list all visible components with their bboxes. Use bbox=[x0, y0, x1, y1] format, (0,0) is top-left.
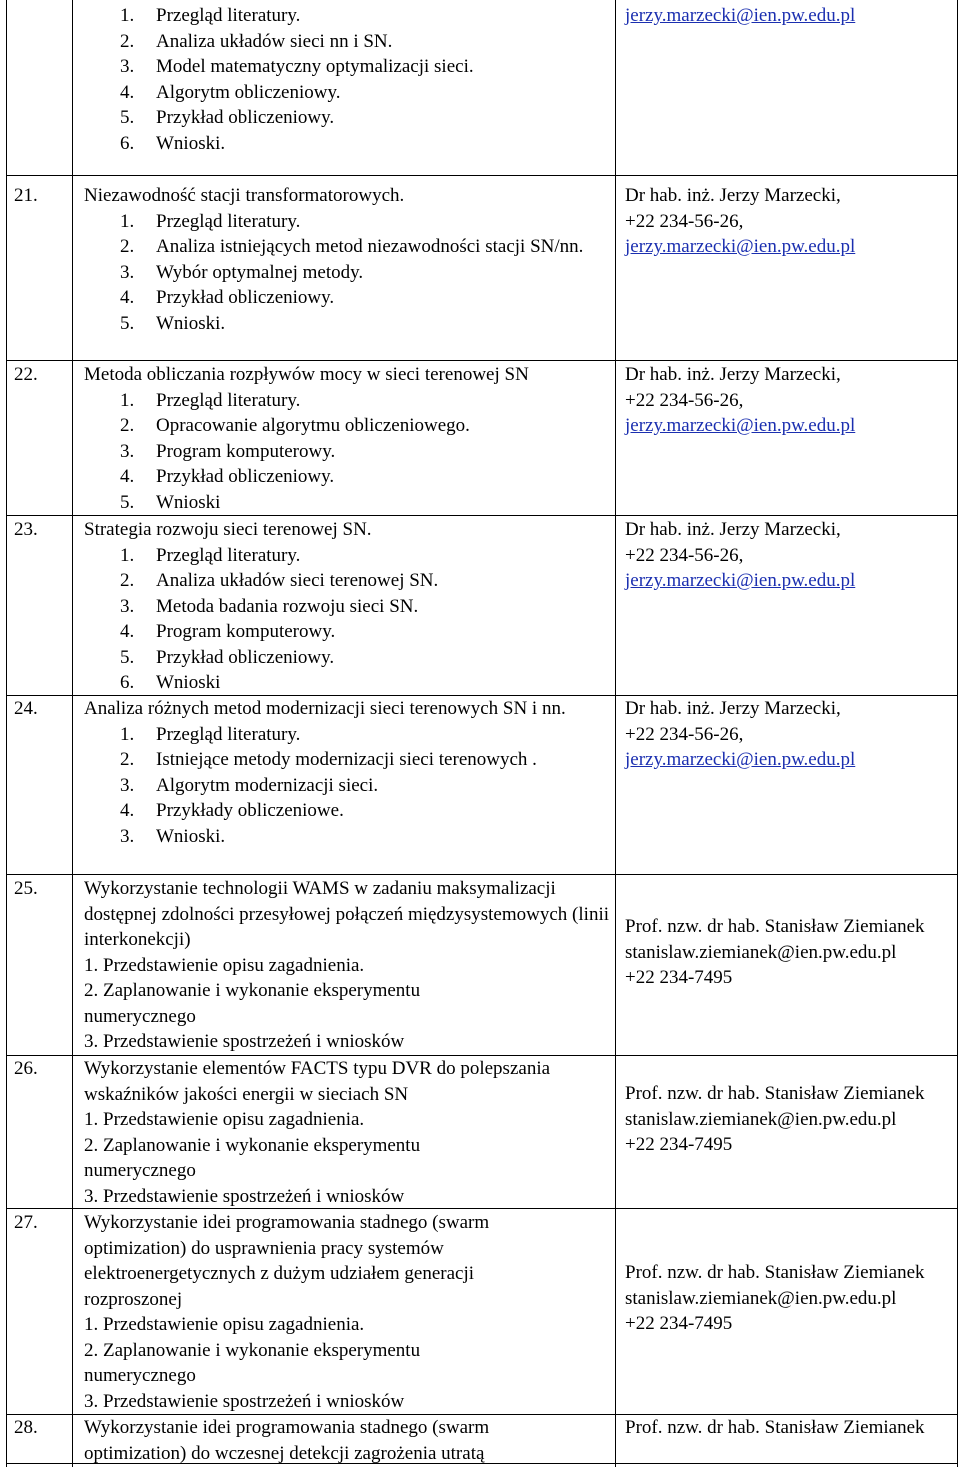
list-item: 2. Istniejące metody modernizacji sieci terenowych . bbox=[120, 749, 537, 770]
row-divider bbox=[6, 515, 958, 516]
list-item: 4. Przykłady obliczeniowe. bbox=[120, 800, 344, 821]
supervisor-cell bbox=[625, 696, 955, 773]
topic-cell bbox=[84, 517, 612, 696]
supervisor-email-link[interactable]: jerzy.marzecki@ien.pw.edu.pl bbox=[625, 415, 856, 436]
supervisor-email: stanislaw.ziemianek@ien.pw.edu.pl bbox=[625, 941, 897, 963]
supervisor-cell bbox=[625, 1260, 925, 1337]
topic-title: Wykorzystanie elementów FACTS typu DVR do polepszania wskaźników jakości energii w sieciach SN bbox=[84, 1058, 551, 1105]
supervisor-email-link[interactable]: jerzy.marzecki@ien.pw.edu.pl bbox=[625, 749, 856, 770]
list-item: 3. Wnioski. bbox=[120, 825, 226, 847]
topic-cell bbox=[84, 876, 612, 1055]
topic-number: 27. bbox=[14, 1212, 38, 1233]
list-item: 6. Wnioski. bbox=[120, 132, 226, 154]
topic-title: Wykorzystanie idei programowania stadnego (swarm optimization) do usprawnienia pracy systemów elektroenergetycznych z dużym udziałem generacji rozproszonej bbox=[84, 1212, 490, 1310]
supervisor-name: Prof. nzw. dr hab. Stanisław Ziemianek bbox=[625, 1262, 925, 1283]
topic-cell bbox=[84, 1210, 574, 1414]
topic-cell bbox=[84, 3, 612, 156]
supervisor-email-link[interactable]: jerzy.marzecki@ien.pw.edu.pl bbox=[625, 5, 856, 26]
supervisor-phone: +22 234-56-26, bbox=[625, 544, 744, 566]
topic-cell bbox=[84, 696, 612, 849]
topic-number: 21. bbox=[14, 185, 38, 206]
list-item: 6. Wnioski bbox=[120, 672, 221, 693]
row-divider bbox=[6, 175, 958, 176]
list-item: 1. Przegląd literatury. bbox=[120, 544, 301, 566]
supervisor-phone: +22 234-56-26, bbox=[625, 723, 744, 745]
list-item: 5. Przykład obliczeniowy. bbox=[120, 107, 335, 128]
list-item: 3. Algorytm modernizacji sieci. bbox=[120, 774, 379, 796]
list-item: 2. Analiza układów sieci nn i SN. bbox=[120, 30, 393, 52]
list-item: 2. Opracowanie algorytmu obliczeniowego. bbox=[120, 415, 470, 436]
supervisor-cell bbox=[625, 517, 955, 594]
supervisor-cell bbox=[625, 914, 925, 991]
list-item: 4. Algorytm obliczeniowy. bbox=[120, 81, 341, 103]
topic-title: Analiza różnych metod modernizacji sieci terenowych SN i nn. bbox=[84, 698, 566, 719]
supervisor-name: Dr hab. inż. Jerzy Marzecki, bbox=[625, 185, 841, 206]
list-item: 1. Przegląd literatury. bbox=[120, 389, 301, 411]
list-item: 2. Analiza istniejących metod niezawodności stacji SN/nn. bbox=[120, 236, 584, 257]
topic-number: 23. bbox=[14, 519, 38, 540]
list-item: 3. Program komputerowy. bbox=[120, 440, 336, 462]
supervisor-email: stanislaw.ziemianek@ien.pw.edu.pl bbox=[625, 1108, 897, 1130]
list-item: 3. Przedstawienie spostrzeżeń i wniosków bbox=[84, 1185, 405, 1207]
list-item: 2. Analiza układów sieci terenowej SN. bbox=[120, 570, 439, 591]
supervisor-name: Dr hab. inż. Jerzy Marzecki, bbox=[625, 364, 841, 385]
topic-number: 25. bbox=[14, 878, 38, 899]
topic-number: 28. bbox=[14, 1417, 38, 1438]
list-item: 2. Zaplanowanie i wykonanie eksperymentu numerycznego bbox=[84, 1134, 421, 1181]
topic-cell bbox=[84, 183, 612, 336]
list-item: 4. Przykład obliczeniowy. bbox=[120, 466, 335, 487]
list-item: 1. Przegląd literatury. bbox=[120, 723, 301, 745]
supervisor-phone: +22 234-56-26, bbox=[625, 210, 744, 232]
topic-title: Wykorzystanie technologii WAMS w zadaniu maksymalizacji dostępnej zdolności przesyłowej połączeń międzysystemowych (linii interkonekcji) bbox=[84, 878, 609, 950]
list-item: 1. Przedstawienie opisu zagadnienia. bbox=[84, 1109, 365, 1130]
list-item: 3. Metoda badania rozwoju sieci SN. bbox=[120, 595, 419, 617]
topic-title: Niezawodność stacji transformatorowych. bbox=[84, 185, 405, 206]
supervisor-phone: +22 234-7495 bbox=[625, 1134, 733, 1155]
supervisor-phone: +22 234-56-26, bbox=[625, 389, 744, 411]
topic-cell bbox=[84, 1415, 574, 1466]
supervisor-name: Prof. nzw. dr hab. Stanisław Ziemianek bbox=[625, 1417, 925, 1438]
list-item: 2. Zaplanowanie i wykonanie eksperymentu numerycznego bbox=[84, 980, 421, 1027]
row-divider bbox=[6, 874, 958, 875]
supervisor-email: stanislaw.ziemianek@ien.pw.edu.pl bbox=[625, 1287, 897, 1309]
list-item: 2. Zaplanowanie i wykonanie eksperymentu numerycznego bbox=[84, 1339, 421, 1386]
topic-title: Metoda obliczania rozpływów mocy w sieci terenowej SN bbox=[84, 364, 529, 385]
list-item: 3. Model matematyczny optymalizacji sieci. bbox=[120, 56, 474, 77]
list-item: 5. Wnioski bbox=[120, 491, 221, 513]
supervisor-phone: +22 234-7495 bbox=[625, 1313, 733, 1334]
supervisor-name: Dr hab. inż. Jerzy Marzecki, bbox=[625, 519, 841, 540]
list-item: 1. Przegląd literatury. bbox=[120, 210, 301, 232]
supervisor-email-link[interactable]: jerzy.marzecki@ien.pw.edu.pl bbox=[625, 570, 856, 591]
topic-cell bbox=[84, 362, 612, 515]
table-border-left bbox=[6, 0, 7, 1467]
list-item: 3. Przedstawienie spostrzeżeń i wniosków bbox=[84, 1031, 405, 1052]
supervisor-cell bbox=[625, 1415, 925, 1441]
topic-number: 24. bbox=[14, 698, 38, 719]
list-item: 1. Przedstawienie opisu zagadnienia. bbox=[84, 1314, 365, 1335]
supervisor-email-link[interactable]: jerzy.marzecki@ien.pw.edu.pl bbox=[625, 236, 856, 257]
row-divider bbox=[6, 360, 958, 361]
topic-title: Strategia rozwoju sieci terenowej SN. bbox=[84, 519, 372, 540]
list-item: 4. Przykład obliczeniowy. bbox=[120, 287, 335, 308]
list-item: 3. Wybór optymalnej metody. bbox=[120, 261, 364, 283]
list-item: 3. Przedstawienie spostrzeżeń i wniosków bbox=[84, 1390, 405, 1412]
supervisor-cell bbox=[625, 183, 955, 260]
list-item: 4. Program komputerowy. bbox=[120, 621, 336, 642]
supervisor-name: Dr hab. inż. Jerzy Marzecki, bbox=[625, 698, 841, 719]
list-item: 1. Przedstawienie opisu zagadnienia. bbox=[84, 954, 365, 976]
list-item: 5. Przykład obliczeniowy. bbox=[120, 646, 335, 668]
supervisor-name: Prof. nzw. dr hab. Stanisław Ziemianek bbox=[625, 1083, 925, 1104]
supervisor-cell bbox=[625, 1081, 925, 1158]
table-border-col2 bbox=[615, 0, 616, 1467]
topic-number: 22. bbox=[14, 364, 38, 385]
topic-number: 26. bbox=[14, 1058, 38, 1079]
supervisor-cell bbox=[625, 3, 955, 29]
table-border-right bbox=[957, 0, 958, 1467]
topic-cell bbox=[84, 1056, 612, 1209]
list-item: 1. Przegląd literatury. bbox=[120, 5, 301, 26]
table-border-col1 bbox=[72, 0, 73, 1467]
supervisor-phone: +22 234-7495 bbox=[625, 967, 733, 988]
list-item: 5. Wnioski. bbox=[120, 312, 226, 334]
supervisor-cell bbox=[625, 362, 955, 439]
supervisor-name: Prof. nzw. dr hab. Stanisław Ziemianek bbox=[625, 916, 925, 937]
topic-title: Wykorzystanie idei programowania stadnego (swarm optimization) do wczesnej detekcji zagrożenia utratą bbox=[84, 1417, 490, 1464]
